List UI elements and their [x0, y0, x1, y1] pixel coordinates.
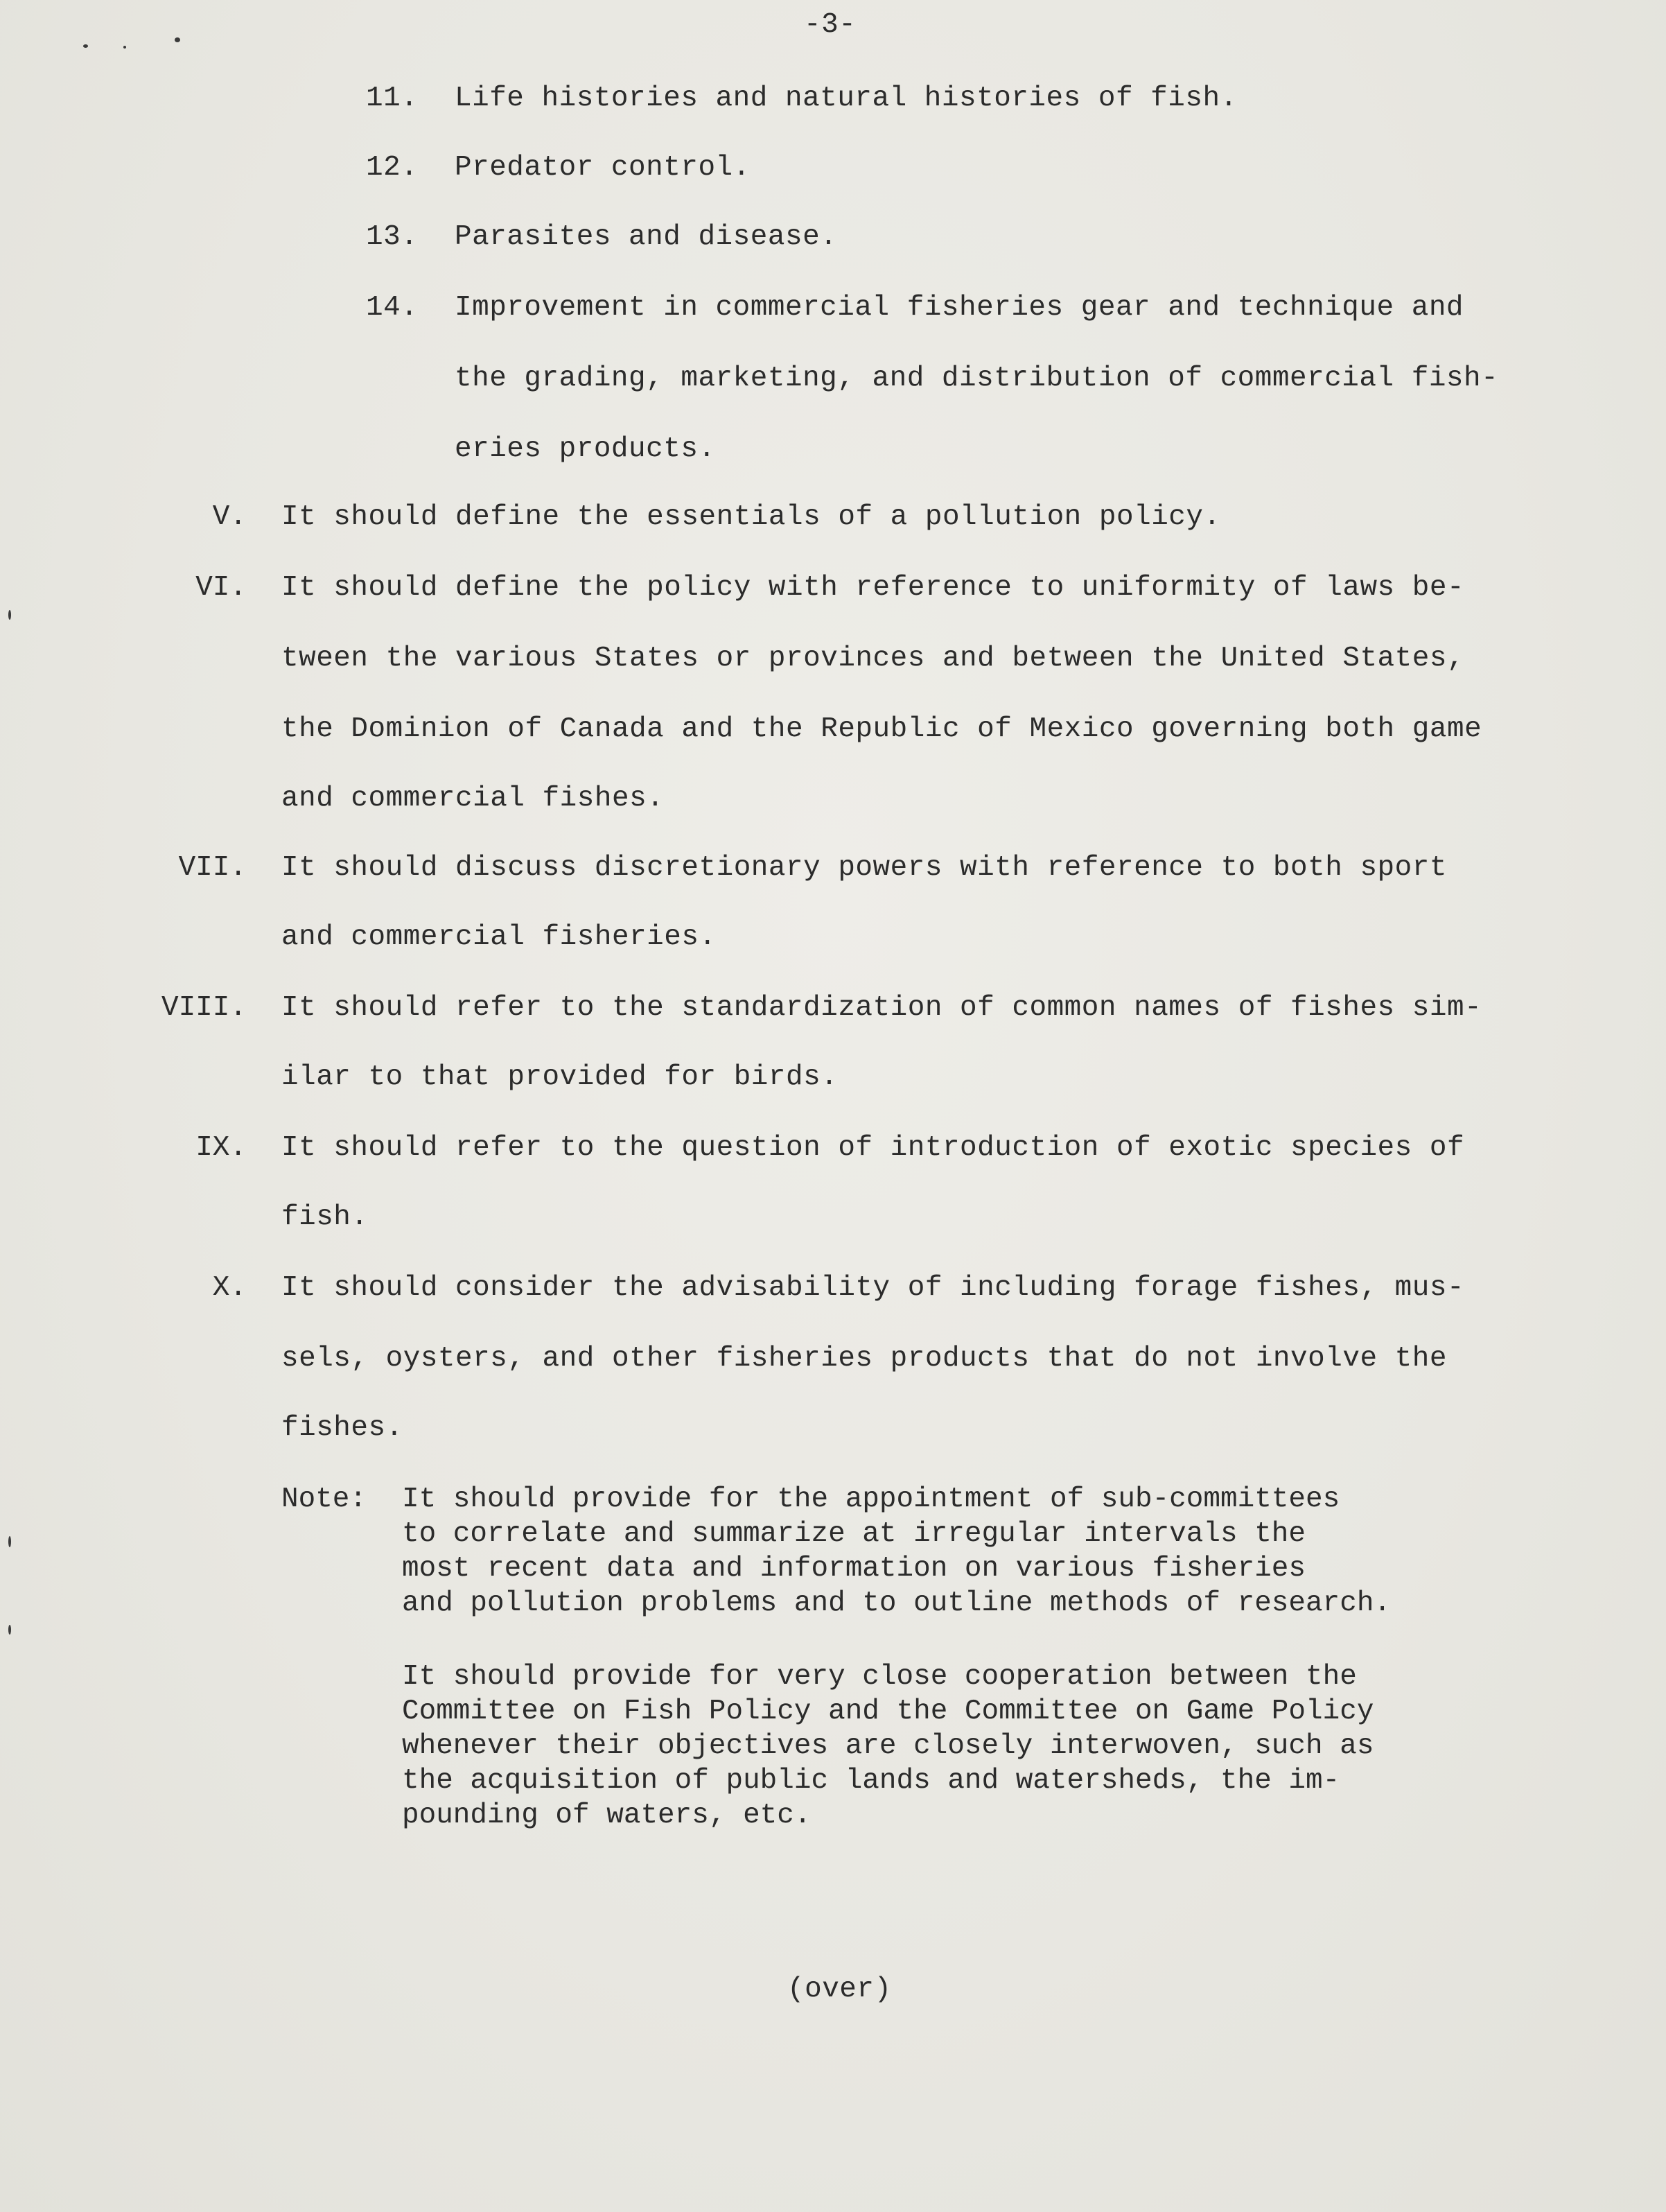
item-text: the grading, marketing, and distribution of commercial fish-	[455, 363, 1499, 394]
section-numeral: VI.	[195, 572, 247, 604]
section-text: fish.	[281, 1201, 369, 1233]
note-text: most recent data and information on various fisheries	[402, 1553, 1306, 1585]
item-number: 14.	[366, 292, 419, 324]
note-text: the acquisition of public lands and watersheds, the im-	[402, 1765, 1340, 1797]
section-text: sels, oysters, and other fisheries products that do not involve the	[281, 1343, 1447, 1375]
item-number: 12.	[366, 152, 419, 184]
section-text: fishes.	[281, 1412, 403, 1444]
note-label: Note:	[281, 1483, 367, 1515]
note-text: It should provide for the appointment of sub-committees	[402, 1483, 1340, 1515]
note-text: pounding of waters, etc.	[402, 1800, 812, 1831]
footer-over: (over)	[787, 1974, 892, 2005]
paper-speck	[175, 37, 180, 42]
section-text: It should refer to the question of introduction of exotic species of	[281, 1132, 1465, 1164]
note-text: whenever their objectives are closely interwoven, such as	[402, 1730, 1374, 1762]
section-text: tween the various States or provinces and between the United States,	[281, 643, 1465, 674]
section-numeral: X.	[212, 1272, 247, 1304]
item-number: 13.	[366, 221, 419, 253]
page-number: -3-	[804, 9, 857, 41]
section-text: It should refer to the standardization of common names of fishes sim-	[281, 992, 1482, 1024]
paper-speck	[83, 44, 88, 48]
paper-speck	[8, 1536, 11, 1547]
note-text: to correlate and summarize at irregular intervals the	[402, 1518, 1306, 1550]
item-text: Predator control.	[455, 152, 751, 184]
section-text: It should define the essentials of a pollution policy.	[281, 501, 1221, 533]
section-numeral: VII.	[178, 852, 247, 884]
note-text: Committee on Fish Policy and the Committee on Game Policy	[402, 1696, 1374, 1727]
section-numeral: VIII.	[161, 992, 247, 1024]
section-text: It should define the policy with reference to uniformity of laws be-	[281, 572, 1465, 604]
item-number: 11.	[366, 82, 419, 114]
note-text: It should provide for very close cooperation between the	[402, 1661, 1357, 1693]
section-text: the Dominion of Canada and the Republic of Mexico governing both game	[281, 713, 1482, 745]
paper-speck	[123, 46, 126, 49]
section-text: It should consider the advisability of including forage fishes, mus-	[281, 1272, 1465, 1304]
section-numeral: V.	[212, 501, 247, 533]
item-text: Parasites and disease.	[455, 221, 838, 253]
section-text: and commercial fisheries.	[281, 921, 717, 953]
paper-speck	[8, 1625, 11, 1635]
note-text: and pollution problems and to outline methods of research.	[402, 1587, 1392, 1619]
section-text: and commercial fishes.	[281, 783, 665, 815]
section-numeral: IX.	[195, 1132, 247, 1164]
paper-speck	[8, 610, 11, 620]
item-text: Life histories and natural histories of fish.	[455, 82, 1238, 114]
section-text: ilar to that provided for birds.	[281, 1061, 839, 1093]
item-text: eries products.	[455, 433, 716, 465]
section-text: It should discuss discretionary powers with reference to both sport	[281, 852, 1447, 884]
item-text: Improvement in commercial fisheries gear and technique and	[455, 292, 1464, 324]
